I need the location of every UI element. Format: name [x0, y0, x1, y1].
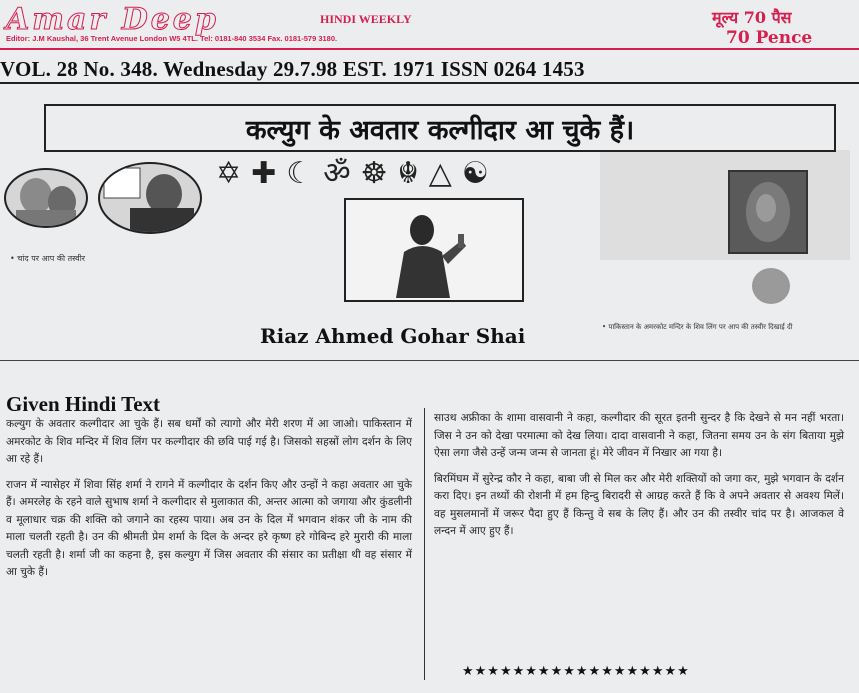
caption-left: • चांद पर आप की तस्वीर — [10, 254, 86, 263]
yin-yang-icon: ☯ — [461, 156, 489, 191]
weekly-label: HINDI WEEKLY — [320, 12, 412, 26]
portrait-left-image — [6, 170, 86, 226]
caption-right: • पाकिस्तान के अमरकोट मन्दिर के शिव लिंग पर आप की तस्वीर दिखाई दी — [602, 323, 793, 331]
headline-box — [44, 104, 836, 152]
portrait-center-icon — [98, 162, 202, 234]
paragraph: बिरमिंघम में सुरेन्द्र कौर ने कहा, बाबा जी से मिल कर और मेरी शक्तियों को जगा कर, मुझे भगवान के दर्शन करा दिए। इन तथ्यों की रोशनी में हम हिन्दु बिरादरी से आग्रह करते हैं कि वे अपने अवतार से अवश्य मिलें। वह मुसलमानों में जरूर पैदा हुए हैं किन्तु वे सब के लिए हैं। और उन की तस्वीर चांद पर है। आजकल वे लन्दन में आए हुए हैं। — [434, 472, 844, 537]
moon-photo-image — [730, 172, 806, 252]
footer-stars: ★★★★★★★★★★★★★★★★★★ — [462, 664, 690, 679]
portrait-left-icon — [4, 168, 88, 228]
section-divider — [0, 360, 859, 361]
volume-line: VOL. 28 No. 348. Wednesday 29.7.98 EST. 1971 ISSN 0264 1453 — [0, 57, 585, 81]
left-column — [6, 416, 412, 590]
portrait-center-image — [100, 164, 200, 232]
small-photo-icon — [752, 268, 790, 304]
masthead — [0, 0, 859, 58]
om-icon: ॐ — [323, 156, 351, 191]
column-divider — [424, 408, 425, 680]
paragraph: साउथ अफ्रीका के शामा वासवानी ने कहा, कल्गीदार की सूरत इतनी सुन्दर है कि देखने से मन नहीं भरता। जिस ने उन को देखा परमात्मा को देख लिया। दादा वासवानी ने कहा, जितना समय उन के संग बिताया मुझे ऐसा लगा जैसे उन्हें जन्म जन्म से जानता हूं। मेरे जीवन में निखार आ गया है। — [434, 412, 844, 459]
wheel-icon: ☸ — [360, 156, 388, 191]
main-photo-image — [346, 200, 522, 300]
main-photo — [344, 198, 524, 302]
price-english: 70 Pence — [726, 28, 813, 48]
section-title: Given Hindi Text — [6, 392, 161, 416]
headline: कल्युग के अवतार कल्गीदार आ चुके हैं। — [245, 115, 635, 146]
pyramid-icon: △ — [428, 156, 452, 191]
right-column — [434, 410, 844, 549]
header-divider — [0, 82, 859, 84]
crescent-icon: ☾ — [286, 156, 314, 191]
person-name: Riaz Ahmed Gohar Shai — [260, 324, 526, 348]
cross-icon: ✚ — [251, 156, 277, 191]
khanda-icon: ☬ — [397, 156, 419, 191]
newspaper-brand: Amar Deep — [6, 2, 219, 37]
masthead-divider — [0, 48, 859, 50]
religious-symbols-row — [216, 156, 489, 192]
star-of-david-icon: ✡ — [216, 156, 242, 191]
editor-line: Editor: J.M Kaushal, 36 Trent Avenue London W5 4TL. Tel: 0181-840 3534 Fax. 0181-579 3180. — [6, 34, 338, 43]
faded-background-text — [600, 150, 850, 260]
paragraph: राजन में न्यासेहर में शिवा सिंह शर्मा ने रागने में कल्गीदार के दर्शन किए और उन्हों ने कहा अवतार आ चुके हैं। अमरलेह के रहने वाले सुभाष शर्मा ने कल्गीदार से मुलाकात की, अन्तर आत्मा को जगाया और कुंडलीनी व मूलाधार चक्र की शक्ति को जगाने का रहस्य पाया। अब उन के दिल में भगवान शंकर जी के नाम की माला चलती रहती है। उन की श्रीमती प्रेम शर्मा के दिल के अन्दर हरे कृष्ण हरे गोबिन्द हरे मुरारी की माला चलती रहती है। शर्मा जी का कहना है, इस कल्युग में जिस अवतार की संसार का प्रतीक्षा थी वह संसार में आ चुके हैं। — [6, 478, 412, 578]
moon-photo — [728, 170, 808, 254]
price-hindi: मूल्य 70 पैस — [712, 8, 792, 27]
paragraph: कल्युग के अवतार कल्गीदार आ चुके हैं। सब धर्मों को त्यागो और मेरी शरण में आ जाओ। पाकिस्तान में अमरकोट के शिव मन्दिर में शिव लिंग पर कल्गीदार की छवि पाई गई है। जिसको सहस्रों लोग दर्शन के लिए आ रहे हैं। — [6, 418, 412, 465]
